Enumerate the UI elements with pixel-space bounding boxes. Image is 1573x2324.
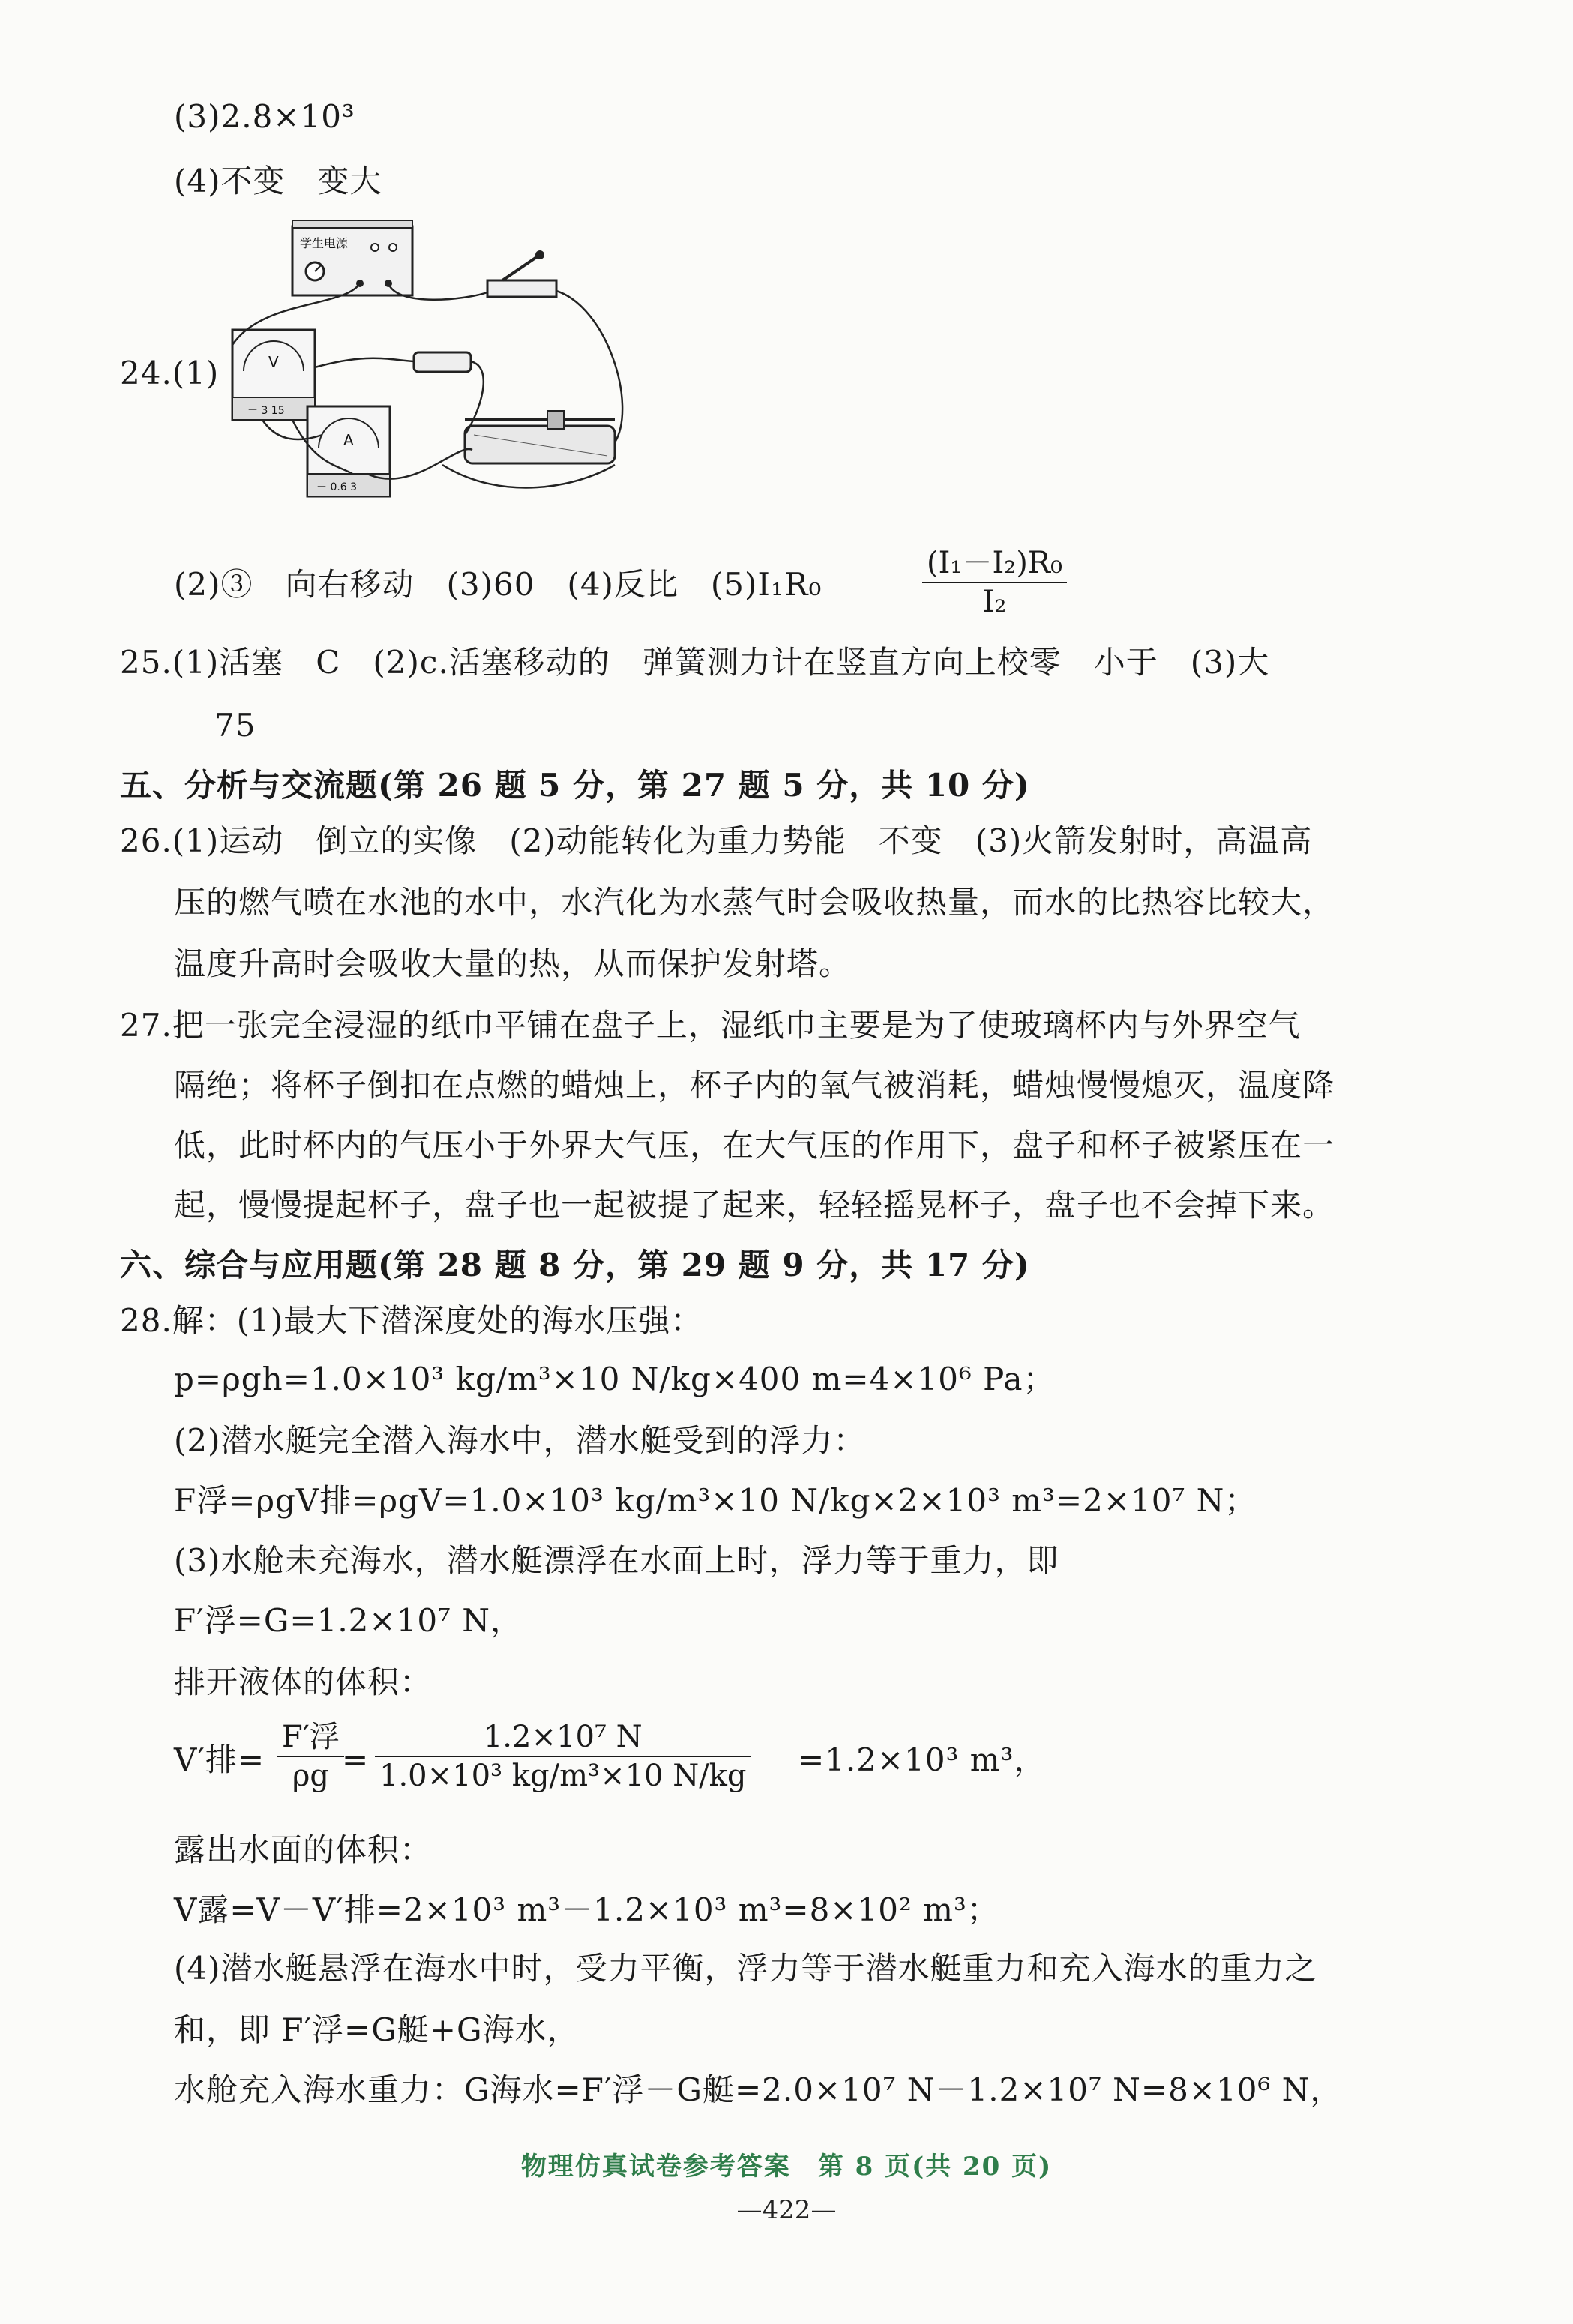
- answer-24-fraction-num: (I₁－I₂)R₀: [922, 544, 1067, 583]
- answer-28-water-weight: 水舱充入海水重力：G海水=F′浮－G艇=2.0×10⁷ N－1.2×10⁷ N=8×10⁶ N，: [174, 2071, 1343, 2108]
- voltmeter-symbol: V: [268, 353, 279, 371]
- answer-26-line-1: 26.(1)运动 倒立的实像 (2)动能转化为重力势能 不变 (3)火箭发射时，高温高: [120, 822, 1313, 859]
- answer-28-pressure: p=ρgh=1.0×10³ kg/m³×10 N/kg×400 m=4×10⁶ Pa；: [174, 1361, 1056, 1397]
- answer-27-line-2: 隔绝；将杯子倒扣在点燃的蜡烛上，杯子内的氧气被消耗，蜡烛慢慢熄灭，温度降: [174, 1067, 1335, 1104]
- answer-26-line-2: 压的燃气喷在水池的水中，水汽化为水蒸气时会吸收热量，而水的比热容比较大，: [174, 884, 1335, 921]
- answer-28-volume-result: =1.2×10³ m³，: [798, 1742, 1047, 1778]
- footer-title: 物理仿真试卷参考答案 第 8 页(共 20 页): [520, 2152, 1053, 2182]
- answer-28-fraction-1-num: F′浮: [277, 1718, 344, 1757]
- answer-28-fraction-2-den: 1.0×10³ kg/m³×10 N/kg: [379, 1759, 747, 1793]
- answer-28-fraction-2-num: 1.2×10⁷ N: [375, 1718, 751, 1757]
- section-6-heading: 六、综合与应用题(第 28 题 8 分，第 29 题 9 分，共 17 分): [120, 1247, 1030, 1283]
- answer-28-fraction-1: [277, 1718, 344, 1795]
- answer-28-volume-label: 排开液体的体积：: [174, 1664, 433, 1700]
- answer-28-line-1: 28.解：(1)最大下潜深度处的海水压强：: [120, 1302, 703, 1339]
- voltmeter-scale: － 3 15: [247, 405, 285, 417]
- answer-25-line-1: 25.(1)活塞 C (2)c.活塞移动的 弹簧测力计在竖直方向上校零 小于 (3)大: [120, 644, 1270, 681]
- answer-28-balance: 和，即 F′浮=G艇+G海水，: [174, 2011, 580, 2048]
- answer-24-label: 24.(1): [120, 355, 220, 391]
- answer-28-exposed-label: 露出水面的体积：: [174, 1831, 433, 1868]
- answer-27-line-3: 低，此时杯内的气压小于外界大气压，在大气压的作用下，盘子和杯子被紧压在一: [174, 1127, 1335, 1163]
- answer-28-float-force: F′浮=G=1.2×10⁷ N，: [174, 1602, 523, 1639]
- answer-24-fraction: [922, 544, 1067, 621]
- answer-23-4: (4)不变 变大: [174, 163, 382, 199]
- circuit-diagram: [217, 217, 757, 517]
- answer-28-fraction-1-den: ρg: [292, 1759, 329, 1793]
- answer-28-fraction-2: [375, 1718, 751, 1795]
- answer-28-part-2: (2)潜水艇完全潜入海水中，潜水艇受到的浮力：: [174, 1422, 866, 1459]
- page-number: —422—: [736, 2195, 837, 2225]
- answer-24-rest: (2)③ 向右移动 (3)60 (4)反比 (5)I₁R₀: [174, 566, 822, 603]
- answer-28-exposed-volume: V露=V－V′排=2×10³ m³－1.2×10³ m³=8×10² m³；: [174, 1891, 999, 1928]
- fixed-resistor: [414, 352, 471, 372]
- answer-28-part-4: (4)潜水艇悬浮在海水中时，受力平衡，浮力等于潜水艇重力和充入海水的重力之: [174, 1950, 1317, 1987]
- ammeter-symbol: A: [343, 431, 354, 449]
- switch: [487, 280, 556, 297]
- answer-27-line-1: 27.把一张完全浸湿的纸巾平铺在盘子上，湿纸巾主要是为了使玻璃杯内与外界空气: [120, 1007, 1301, 1044]
- answer-27-line-4: 起，慢慢提起杯子，盘子也一起被提了起来，轻轻摇晃杯子，盘子也不会掉下来。: [174, 1187, 1335, 1223]
- answer-23-3: (3)2.8×10³: [174, 98, 355, 135]
- answer-24-fraction-den: I₂: [982, 585, 1007, 619]
- answer-28-equals: =: [342, 1742, 370, 1778]
- answer-25-line-2: 75: [214, 707, 256, 744]
- answer-26-line-3: 温度升高时会吸收大量的热，从而保护发射塔。: [174, 945, 852, 982]
- power-supply-label: 学生电源: [300, 236, 349, 250]
- answer-28-part-3: (3)水舱未充海水，潜水艇漂浮在水面上时，浮力等于重力，即: [174, 1542, 1059, 1579]
- section-5-heading: 五、分析与交流题(第 26 题 5 分，第 27 题 5 分，共 10 分): [120, 767, 1030, 804]
- ammeter-scale: － 0.6 3: [316, 481, 358, 493]
- answer-28-buoyancy: F浮=ρgV排=ρgV=1.0×10³ kg/m³×10 N/kg×2×10³ m³=2×10⁷ N；: [174, 1482, 1257, 1519]
- rheostat: [465, 426, 615, 463]
- answer-28-volume-lhs: V′排=: [174, 1742, 265, 1778]
